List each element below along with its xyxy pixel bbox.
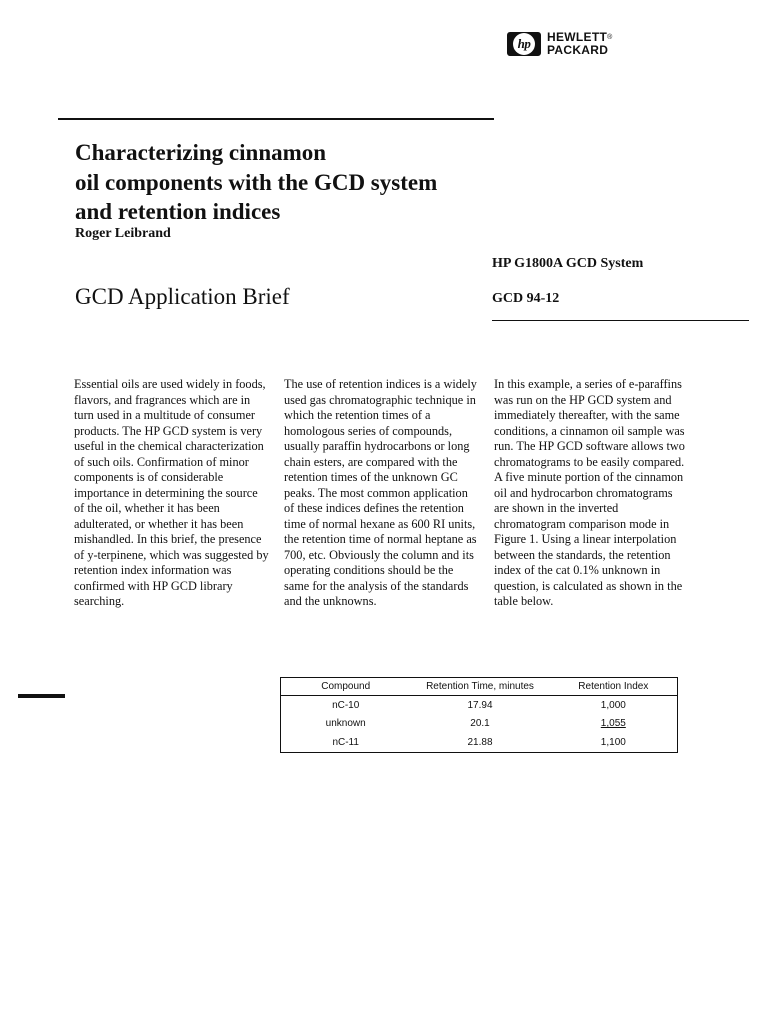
header-divider — [492, 320, 749, 321]
cell-compound: nC-10 — [332, 699, 360, 711]
body-column-1: Essential oils are used widely in foods, flavors, and fragrances which are in turn used in a multitude of consumer products. The HP GCD system is very useful in the chemical characterization of such oils. Confirmation of minor components is of considerable importance in determining the source of the oil, whether it has been adulterated, or whether it has been mishandled. In this brief, the presence of y-terpinene, which was suggested by retention index information was confirmed with HP GCD library searching. — [74, 377, 269, 608]
body-column-3: In this example, a series of e-paraffins was run on the HP GCD system and immediately thereafter, with the same conditions, a cinnamon oil sample was run. The HP GCD software allows two chromatograms to be easily compared. A five minute portion of the cinnamon oil and hydrocarbon chromatograms are shown in the inverted chromatogram comparison mode in Figure 1. Using a linear interpolation between the standards, the retention index of the cat 0.1% unknown in question, is calculated as shown in the table below. — [494, 377, 685, 608]
top-divider — [58, 118, 494, 120]
cell-retention-index: 1,000 — [600, 699, 626, 711]
cell-retention-time: 17.94 — [467, 699, 493, 711]
logo-wordmark — [547, 31, 642, 57]
title-line-2: oil components with the GCD system — [75, 169, 438, 195]
cell-retention-index: 1,100 — [600, 736, 626, 748]
hp-logo — [507, 30, 637, 58]
logo-line-2: PACKARD — [547, 43, 609, 57]
table-row — [281, 715, 678, 734]
title-line-3: and retention indices — [75, 199, 281, 224]
cell-retention-index: 1,055 — [600, 718, 626, 730]
column-header-retention-time: Retention Time, minutes — [410, 678, 549, 696]
document-title — [75, 138, 545, 227]
column-header-compound: Compound — [281, 678, 411, 696]
cell-compound: nC-11 — [332, 736, 359, 748]
brief-type-heading: GCD Application Brief — [75, 284, 290, 309]
table-header-row — [281, 678, 678, 696]
margin-bar — [18, 694, 65, 698]
column-header-retention-index: Retention Index — [550, 678, 678, 696]
cell-retention-time: 20.1 — [470, 718, 490, 730]
cell-compound: unknown — [325, 718, 366, 730]
registered-mark: ® — [607, 34, 613, 41]
table-row — [281, 733, 678, 752]
document-number: GCD 94-12 — [492, 291, 560, 306]
title-line-1: Characterizing cinnamon — [75, 140, 327, 165]
logo-mark-text: hp — [517, 36, 531, 51]
cell-retention-time: 21.88 — [467, 736, 493, 748]
logo-line-1: HEWLETT — [547, 30, 608, 44]
retention-index-table — [280, 677, 678, 753]
product-name: HP G1800A GCD System — [492, 256, 644, 271]
author: Roger Leibrand — [75, 226, 171, 241]
body-column-2: The use of retention indices is a widely used gas chromatographic technique in which the retention times of a homologous series of compounds, usually paraffin hydrocarbons or long chain esters, are compared with the retention times of the unknown GC peaks. The most common application of these indices defines the retention time of normal hexane as 600 RI units, the retention time of normal heptane as 700, etc. Obviously the column and its operating conditions should be the same for the analysis of the standards and the unknowns. — [284, 377, 477, 608]
table-row — [281, 696, 678, 715]
hp-logo-icon — [507, 32, 541, 56]
